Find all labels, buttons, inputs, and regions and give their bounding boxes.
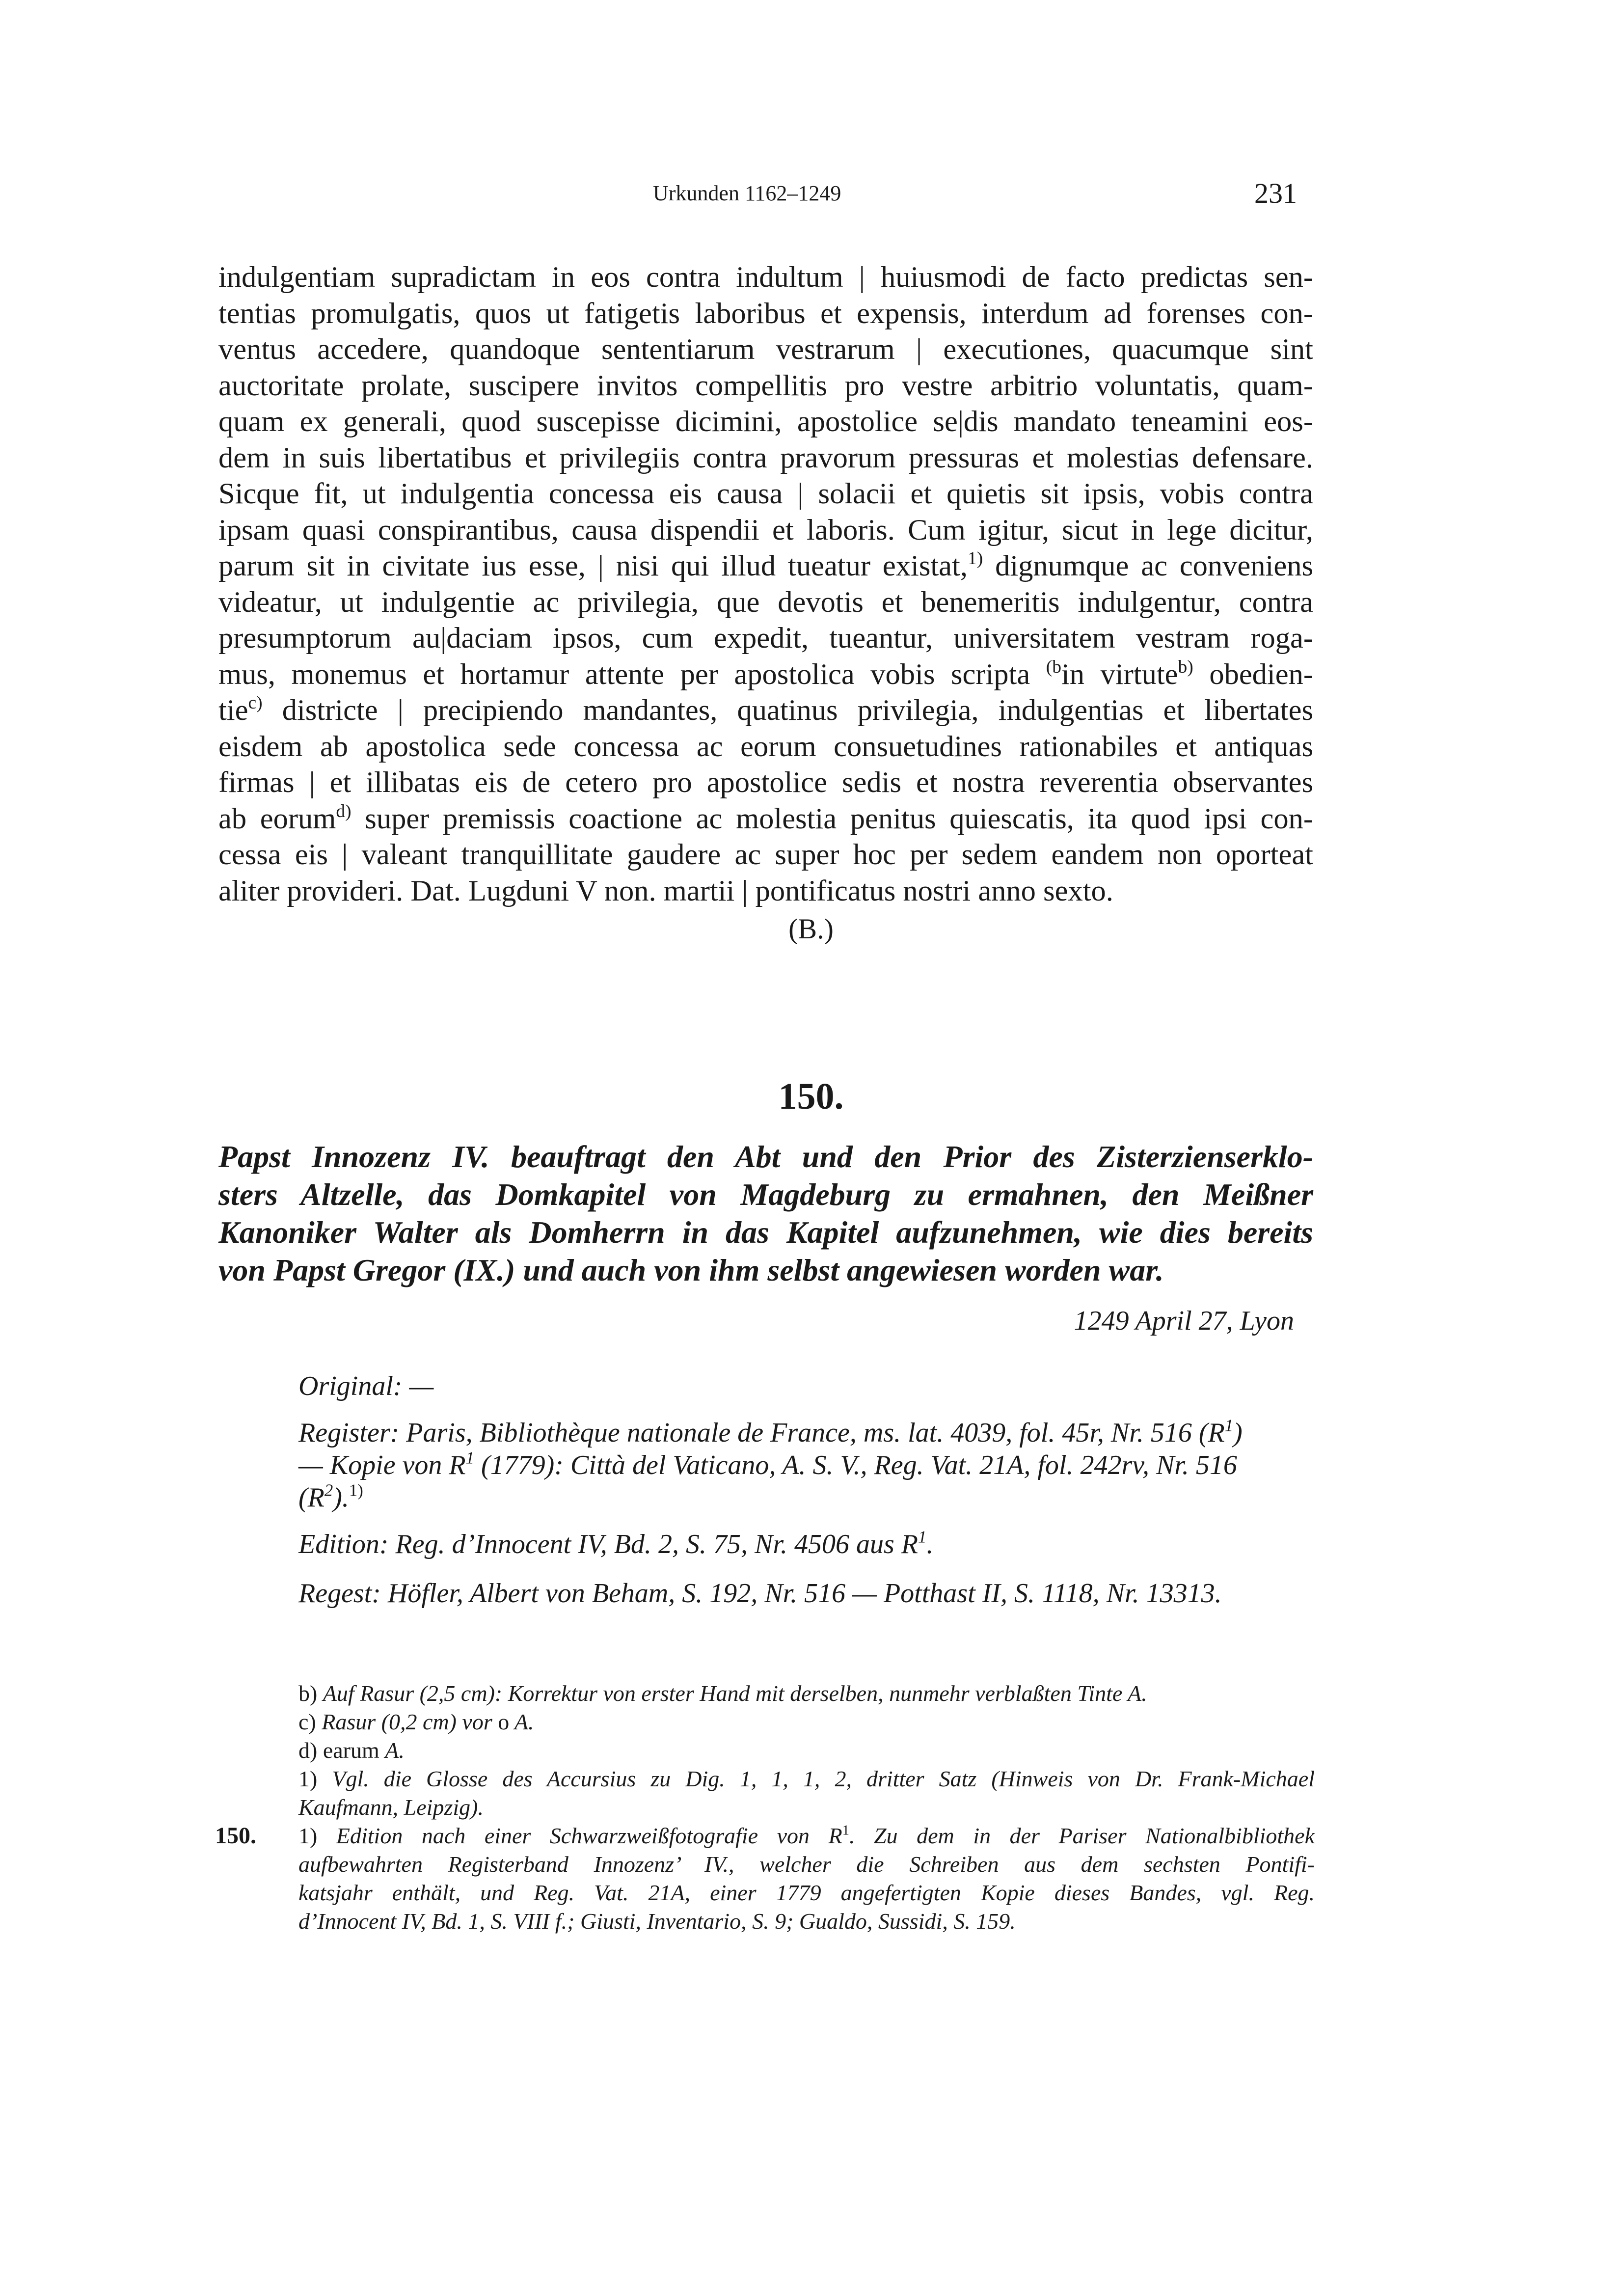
text-line: auctoritate prolate, suscipere invitos compellitis pro vestre arbitrio voluntatis, quam- bbox=[218, 369, 1313, 402]
text-line bbox=[218, 692, 1313, 729]
footnote-marker: 1) bbox=[349, 1480, 363, 1500]
register-line bbox=[298, 1481, 1315, 1514]
footnote-text: earum bbox=[323, 1738, 385, 1763]
register-line bbox=[298, 1417, 1315, 1449]
footnote-text: o bbox=[498, 1709, 510, 1734]
text-segment: Edition: Reg. d’Innocent IV, Bd. 2, S. 75, Nr. 4506 aus R bbox=[298, 1529, 918, 1559]
footnote-text: Edition nach einer Schwarzweißfotografie von R bbox=[336, 1823, 842, 1848]
summary-line: von Papst Gregor (IX.) und auch von ihm selbst angewiesen worden war. bbox=[218, 1253, 1164, 1287]
summary-line: Papst Innozenz IV. beauftragt den Abt und den Prior des Zisterzienserklo- bbox=[218, 1139, 1313, 1174]
page-number: 231 bbox=[1254, 177, 1297, 209]
footnote-line bbox=[298, 1907, 1315, 1936]
text-segment: in virtute bbox=[1061, 657, 1178, 691]
footnote-line bbox=[298, 1850, 1315, 1879]
footnote-line bbox=[298, 1822, 1315, 1850]
footnote-label: b) bbox=[298, 1681, 323, 1706]
text-segment: — Kopie von R bbox=[298, 1450, 466, 1480]
running-head: Urkunden 1162–1249 bbox=[653, 181, 841, 205]
text-line bbox=[218, 656, 1313, 693]
footnote-marker: b) bbox=[1178, 656, 1193, 677]
text-line: firmas | et illibatas eis de cetero pro apostolice sedis et nostra reverentia observantes bbox=[218, 766, 1313, 799]
text-line bbox=[218, 801, 1313, 837]
register-line bbox=[298, 1449, 1315, 1481]
text-segment: (R bbox=[298, 1482, 324, 1513]
text-line: quam ex generali, quod suscepisse dicimini, apostolice se|dis mandato teneamini eos- bbox=[218, 405, 1313, 438]
footnote-b bbox=[298, 1679, 1315, 1708]
footnote-text: A. bbox=[509, 1709, 534, 1734]
footnote-text: Auf Rasur (2,5 cm): Korrektur von erster Hand mit derselben, nunmehr verblaßten Tinte A. bbox=[323, 1681, 1147, 1706]
text-segment: super premissis coactione ac molestia penitus quiescatis, ita quod ipsi con- bbox=[351, 802, 1313, 835]
text-line: ventus accedere, quandoque sententiarum vestrarum | executiones, quacumque sint bbox=[218, 333, 1313, 366]
date-place: 1249 April 27, Lyon bbox=[1074, 1306, 1294, 1336]
text-segment: (1779): Città del Vaticano, A. S. V., Reg. Vat. 21A, fol. 242rv, Nr. 516 bbox=[474, 1450, 1237, 1480]
charter-text bbox=[218, 259, 1313, 909]
summary-line: sters Altzelle, das Domkapitel von Magdeburg zu ermahnen, den Meißner bbox=[218, 1177, 1313, 1212]
summary-line: Kanoniker Walter als Domherrn in das Kapitel aufzunehmen, wie dies bereits bbox=[218, 1215, 1313, 1250]
footnote-text: . Zu dem in der Pariser Nationalbibliothek bbox=[849, 1823, 1315, 1848]
footnote-text: Kaufmann, Leipzig). bbox=[298, 1795, 484, 1820]
footnote-text: Vgl. die Glosse des Accursius zu Dig. 1, 1, 1, 2, dritter Satz (Hinweis von Dr. Frank-Michael bbox=[332, 1766, 1315, 1791]
text-segment: . bbox=[926, 1529, 934, 1559]
text-segment: ) bbox=[1233, 1418, 1243, 1448]
footnote-line bbox=[298, 1679, 1315, 1708]
superscript: 1 bbox=[1224, 1416, 1234, 1435]
footnote-line bbox=[298, 1708, 1315, 1736]
footnote-marker: c) bbox=[248, 692, 263, 713]
tradition-edition bbox=[298, 1528, 1315, 1560]
footnote-line bbox=[298, 1736, 1315, 1765]
footnote-d bbox=[298, 1736, 1315, 1765]
footnote-label: 1) bbox=[298, 1823, 336, 1848]
footnote-marker: d) bbox=[336, 801, 351, 821]
text-segment: districte | precipiendo mandantes, quatinus privilegia, indulgentias et libertates bbox=[262, 694, 1313, 727]
superscript: 2 bbox=[324, 1480, 333, 1500]
footnote-label: 1) bbox=[298, 1766, 332, 1791]
text-line: ipsam quasi conspirantibus, causa dispendii et laboris. Cum igitur, sicut in lege dicitur, bbox=[218, 513, 1313, 547]
tradition-original: Original: — bbox=[298, 1371, 434, 1401]
text-line: indulgentiam supradictam in eos contra indultum | huiusmodi de facto predictas sen- bbox=[218, 261, 1313, 294]
tradition-regest: Regest: Höfler, Albert von Beham, S. 192, Nr. 516 — Potthast II, S. 1118, Nr. 13313. bbox=[298, 1578, 1222, 1609]
text-line: dem in suis libertatibus et privilegiis contra pravorum pressuras et molestias defensare. bbox=[218, 441, 1313, 474]
footnote-line bbox=[298, 1765, 1315, 1793]
text-line: Sicque fit, ut indulgentia concessa eis causa | solacii et quietis sit ipsis, vobis contra bbox=[218, 477, 1313, 510]
footnote-text: d’Innocent IV, Bd. 1, S. VIII f.; Giusti, Inventario, S. 9; Gualdo, Sussidi, S. 159. bbox=[298, 1909, 1016, 1934]
sigil-note: (B.) bbox=[788, 913, 834, 945]
superscript: 1 bbox=[465, 1448, 474, 1468]
footnote-c bbox=[298, 1708, 1315, 1736]
text-line: videatur, ut indulgentie ac privilegia, que devotis et benemeritis indulgentur, contra bbox=[218, 585, 1313, 619]
footnote-line bbox=[298, 1879, 1315, 1907]
document-summary bbox=[218, 1138, 1313, 1289]
superscript: 1 bbox=[842, 1823, 849, 1838]
footnote-text: Rasur (0,2 cm) vor bbox=[322, 1709, 498, 1734]
text-line: eisdem ab apostolica sede concessa ac eorum consuetudines rationabiles et antiquas bbox=[218, 730, 1313, 763]
tradition-register bbox=[298, 1417, 1315, 1514]
footnote-text: A. bbox=[385, 1738, 405, 1763]
text-segment: Register: Paris, Bibliothèque nationale de France, ms. lat. 4039, fol. 45r, Nr. 516 (R bbox=[298, 1418, 1225, 1448]
superscript: 1 bbox=[918, 1527, 927, 1547]
footnote-label: d) bbox=[298, 1738, 323, 1763]
footnote-text: aufbewahrten Registerband Innozenz’ IV., welcher die Schreiben aus dem sechsten Pontifi- bbox=[298, 1852, 1315, 1877]
text-segment: ab eorum bbox=[218, 802, 336, 835]
footnote-text: katsjahr enthält, und Reg. Vat. 21A, einer 1779 angefertigten Kopie dieses Bandes, vgl. Reg. bbox=[298, 1880, 1315, 1905]
text-line: presumptorum au|daciam ipsos, cum expedit, tueantur, universitatem vestram roga- bbox=[218, 622, 1313, 655]
text-segment: ). bbox=[333, 1482, 349, 1513]
footnote-marker: (b bbox=[1046, 656, 1061, 677]
footnote-1 bbox=[298, 1765, 1315, 1822]
footnote-line bbox=[298, 1793, 1315, 1822]
text-line: aliter provideri. Dat. Lugduni V non. martii | pontificatus nostri anno sexto. bbox=[218, 874, 1113, 907]
text-line: cessa eis | valeant tranquillitate gaudere ac super hoc per sedem eandem non oporteat bbox=[218, 838, 1313, 871]
footnote-document-number: 150. bbox=[215, 1823, 256, 1849]
footnotes bbox=[215, 1679, 1315, 1936]
text-segment: tie bbox=[218, 694, 248, 727]
footnote-label: c) bbox=[298, 1709, 322, 1734]
text-line bbox=[218, 548, 1313, 584]
text-line: tentias promulgatis, quos ut fatigetis laboribus et expensis, interdum ad forenses con- bbox=[218, 297, 1313, 330]
text-segment: parum sit in civitate ius esse, | nisi qui illud tueatur existat, bbox=[218, 549, 968, 582]
document-number: 150. bbox=[778, 1076, 844, 1117]
text-segment: obedien- bbox=[1193, 657, 1313, 691]
text-segment: dignumque ac conveniens bbox=[983, 549, 1313, 582]
footnote-marker: 1) bbox=[967, 548, 983, 569]
footnote-150-1 bbox=[215, 1822, 1315, 1936]
text-segment: mus, monemus et hortamur attente per apostolica vobis scripta bbox=[218, 657, 1046, 691]
